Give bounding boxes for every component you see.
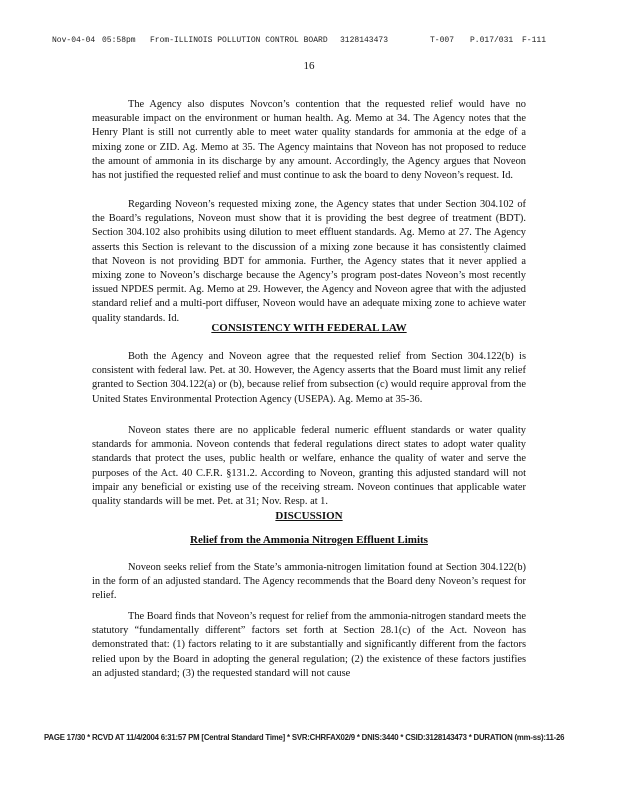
fax-footer: PAGE 17/30 * RCVD AT 11/4/2004 6:31:57 PM [Central Standard Time] * SVR:CHRFAX02/9 * DNIS:3440 * CSID:3128143473 * DURATION (mm-ss):11-26 xyxy=(44,733,565,742)
fax-page-count: P.017/031 xyxy=(470,36,514,45)
fax-transmission-id: T-007 xyxy=(430,36,455,45)
paragraph-noveon-seeks: Noveon seeks relief from the State’s ammonia-nitrogen limitation found at Section 304.122(b) in the form of an adjusted standard. The Agency recommends that the Board deny Noveon’s request for relief. xyxy=(92,562,526,602)
paragraph-mixing-zone: Regarding Noveon’s requested mixing zone, the Agency states that under Section 304.102 of the Board’s regulations, Noveon must show that it is providing the best degree of treatment (BDT). Section 304.102 also prohibits using dilution to meet effluent standards. Ag. Memo at 27. The Agency asserts this Section is relevant to the discussion of a mixing zone because it has consistently claimed that Noveon is not providing BDT for ammonia. Further, the Agency states that it never applied a mixing zone to Noveon’s discharge because the Agency’s program post-dates Noveon’s most recently issued NPDES permit. Ag. Memo at 29. However, the Agency and Noveon agree that with the adjusted standard relief and a multi-port diffuser, Noveon would have an adequate mixing zone to achieve water quality standards. Id. xyxy=(92,199,526,324)
paragraph-federal-standards: Noveon states there are no applicable federal numeric effluent standards or water quality standards for ammonia. Noveon contends that federal regulations direct states to adopt water quality standards that protect the uses, public health or welfare, enhance the quality of water and serve the purposes of the Act. 40 C.F.R. §131.2. According to Noveon, granting this adjusted standard will not impair any beneficial or existing use of the receiving stream. Noveon continues that applicable water quality standards will be met. Pet. at 31; Nov. Resp. at 1. xyxy=(92,425,526,508)
page-number: 16 xyxy=(303,60,315,72)
fax-phone: 3128143473 xyxy=(340,36,389,45)
fax-header xyxy=(52,36,582,48)
paragraph-board-finds: The Board finds that Noveon’s request for relief from the ammonia-nitrogen standard meets the statutory “fundamentally different” factors set forth at Section 28.1(c) of the Act. Noveon has demonstrated that: (1) factors relating to it are substantially and significantly different from the factors relied upon by the Board in adopting the general regulation; (2) the existence of these factors justifies an adjusted standard; (3) the requested standard will not cause xyxy=(92,611,526,679)
fax-date: Nov-04-04 xyxy=(52,36,96,45)
fax-code: F-111 xyxy=(522,36,547,45)
paragraph-federal-agree: Both the Agency and Noveon agree that the requested relief from Section 304.122(b) is consistent with federal law. Pet. at 30. However, the Agency asserts that the Board must limit any relief granted to Section 304.122(a) or (b), because relief from subsection (c) would require approval from the United States Environmental Protection Agency (USEPA). Ag. Memo at 35-36. xyxy=(92,351,526,405)
subheading-ammonia-relief: Relief from the Ammonia Nitrogen Effluent Limits xyxy=(190,534,428,546)
heading-federal-law: CONSISTENCY WITH FEDERAL LAW xyxy=(211,322,407,334)
paragraph-agency-disputes: The Agency also disputes Novcon’s contention that the requested relief would have no measurable impact on the environment or human health. Ag. Memo at 34. The Agency notes that the Henry Plant is still not currently able to meet water quality standards for ammonia at the edge of a mixing zone or ZID. Ag. Memo at 35. The Agency maintains that Noveon has not proposed to reduce the amount of ammonia in its discharge by any amount. Accordingly, the Agency argues that Noveon has not justified the requested relief and must continue to ask the board to deny Noveon’s request. Id. xyxy=(92,99,526,182)
fax-sender: From-ILLINOIS POLLUTION CONTROL BOARD xyxy=(150,36,328,45)
fax-time: 05:58pm xyxy=(102,36,136,45)
heading-discussion: DISCUSSION xyxy=(275,510,343,522)
